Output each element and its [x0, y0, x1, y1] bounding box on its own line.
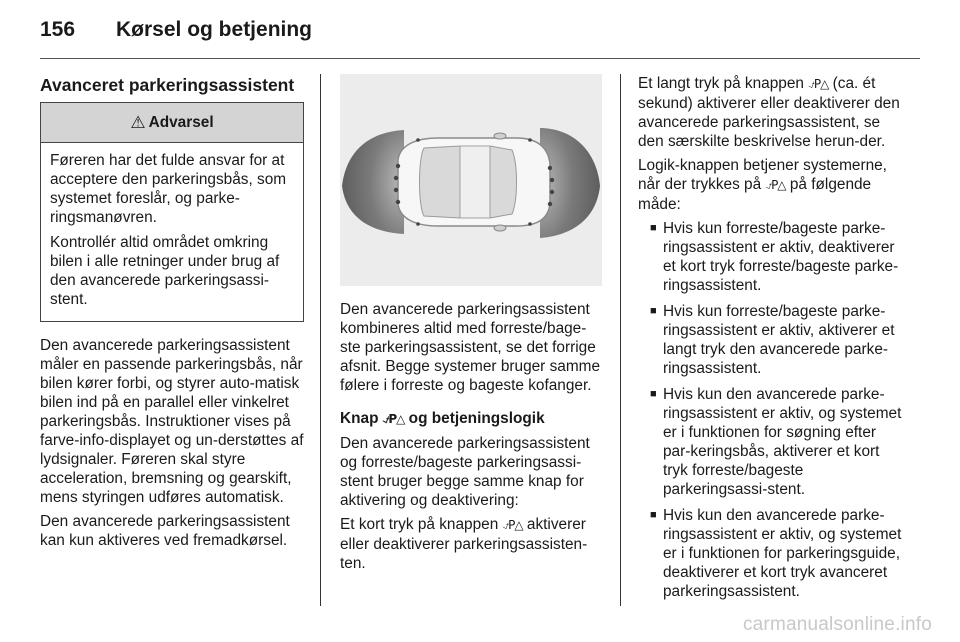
illustration-caption: Den avancerede parkeringsassistent kombineres altid med forreste/bage-ste parkeringsassistent, se det forrige afsnit. Begge systemer bruger samme følere i forreste og bageste kofanger.: [340, 301, 601, 394]
bullet-list: [650, 219, 904, 601]
parking-assist-button-icon: ⍻P△: [382, 412, 405, 426]
warning-text: Føreren har det fulde ansvar for at acceptere den parkeringsbås, som systemet foreslår, og parke-ringsmanøvren.: [50, 152, 287, 226]
column-divider: [620, 74, 621, 606]
warning-text: Kontrollér altid området omkring bilen i alle retninger under brug af den avancerede parkeringsassi-stent.: [50, 234, 280, 308]
section-title: Avanceret parkeringsassistent: [40, 75, 295, 95]
body-paragraph: [340, 515, 602, 573]
body-paragraph: Den avancerede parkeringsassistent og forreste/bageste parkeringsassi-stent bruger begge samme knap for aktivering og deaktivering:: [340, 435, 590, 509]
subheading-text: Knap: [340, 410, 379, 427]
chapter-title: Kørsel og betjening: [116, 18, 313, 41]
parking-assist-button-icon: ⍻P△: [502, 518, 523, 532]
warning-triangle-icon: ⚠: [130, 113, 146, 132]
watermark: carmanualsonline.info: [742, 614, 932, 635]
column-3: [638, 74, 904, 608]
header-rule: [40, 58, 920, 59]
page-number: 156: [40, 18, 76, 41]
column-2: [340, 74, 602, 578]
body-paragraph: Den avancerede parkeringsassistent måler en passende parkeringsbås, når bilen kører forbi, og styrer auto-matisk bilen ind på en parallel eller vinkelret parkeringsbås. Instruktioner vises på farve-info-displayet og un-derstøttes af lydsignaler. Føreren skal styre acceleration, bremsning og gearskift, mens styringen udføres automatisk.: [40, 337, 304, 506]
car-sensor-illustration: [340, 74, 602, 286]
body-paragraph: Den avancerede parkeringsassistent kan kun aktiveres ved fremadkørsel.: [40, 513, 290, 549]
page-header: [40, 18, 312, 48]
body-text: på følgende måde:: [638, 176, 872, 213]
body-text: Et langt tryk på knappen: [638, 75, 804, 92]
subheading: [340, 409, 602, 429]
body-text: Et kort tryk på knappen: [340, 516, 499, 533]
subheading-text: og betjeningslogik: [408, 410, 545, 427]
list-item: ■ Hvis kun forreste/bageste parke-ringsassistent er aktiv, deaktiverer et kort tryk forreste/bageste parke-ringsassistent.: [650, 219, 904, 295]
warning-box: [40, 102, 304, 322]
column-divider: [320, 74, 321, 606]
list-item: ■ Hvis kun den avancerede parke-ringsassistent er aktiv, og systemet er i funktionen for parkeringsguide, deaktiverer et kort tryk avanceret parkeringsassistent.: [650, 506, 904, 601]
list-item: ■ Hvis kun den avancerede parke-ringsassistent er aktiv, og systemet er i funktionen for søgning efter par-keringsbås, aktiverer et kort tryk forreste/bageste parkeringsassi-stent.: [650, 385, 904, 499]
warning-header: [41, 103, 303, 143]
parking-assist-button-icon: ⍻P△: [808, 77, 829, 91]
column-1: [40, 74, 304, 555]
car-top-view-icon: [340, 74, 602, 286]
parking-assist-button-icon: ⍻P△: [765, 178, 786, 192]
body-text: (ca. ét sekund) aktiverer eller deaktiverer den avancerede parkeringsassistent, se den særskilte beskrivelse herun-der.: [638, 75, 900, 150]
list-item: ■ Hvis kun forreste/bageste parke-ringsassistent er aktiv, aktiverer et langt tryk den avancerede parke-ringsassistent.: [650, 302, 904, 378]
body-text: Logik-knappen betjener systemerne, når der trykkes på: [638, 157, 887, 193]
body-paragraph: [638, 156, 904, 214]
body-text: aktiverer eller deaktiverer parkeringsassisten-ten.: [340, 516, 588, 572]
warning-title: Advarsel: [148, 114, 214, 131]
body-paragraph: [638, 74, 904, 151]
warning-body: [41, 143, 303, 321]
